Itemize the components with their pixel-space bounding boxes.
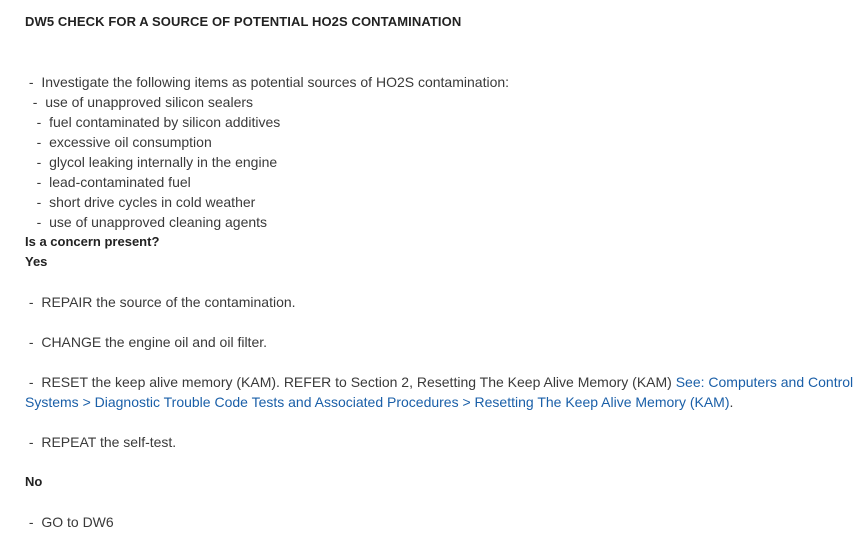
- intro-step: - Investigate the following items as potential sources of HO2S contamination:: [25, 74, 510, 90]
- resetting-kam-link[interactable]: See: Computers and Control Systems > Diagnostic Trouble Code Tests and Associated Procedures > Resetting The Keep Alive Memory (KAM): [25, 374, 854, 410]
- no-heading: No: [25, 474, 43, 489]
- contamination-item: - use of unapproved silicon sealers: [25, 94, 254, 110]
- reset-kam-period: .: [729, 394, 734, 410]
- spacer: [25, 32, 855, 52]
- contamination-item: - glycol leaking internally in the engine: [25, 154, 278, 170]
- contamination-item: - excessive oil consumption: [25, 134, 212, 150]
- question-heading: Is a concern present?: [25, 234, 160, 249]
- spacer: [25, 272, 855, 292]
- repeat-selftest-step: - REPEAT the self-test.: [25, 434, 177, 450]
- repair-step: - REPAIR the source of the contamination.: [25, 294, 296, 310]
- contamination-item: - use of unapproved cleaning agents: [25, 214, 268, 230]
- procedure-document: [25, 12, 855, 532]
- spacer: [25, 52, 855, 72]
- yes-heading: Yes: [25, 254, 48, 269]
- contamination-item: - lead-contaminated fuel: [25, 174, 191, 190]
- spacer: [25, 492, 855, 512]
- reset-kam-text: - RESET the keep alive memory (KAM). REFER to Section 2, Resetting The Keep Alive Memory (KAM): [25, 374, 676, 390]
- contamination-item: - fuel contaminated by silicon additives: [25, 114, 281, 130]
- spacer: [25, 352, 855, 372]
- contamination-item: - short drive cycles in cold weather: [25, 194, 256, 210]
- spacer: [25, 452, 855, 472]
- reset-kam-step: [25, 372, 855, 412]
- spacer: [25, 312, 855, 332]
- procedure-title: DW5 CHECK FOR A SOURCE OF POTENTIAL HO2S CONTAMINATION: [25, 14, 462, 29]
- goto-dw6-step: - GO to DW6: [25, 514, 114, 530]
- change-oil-step: - CHANGE the engine oil and oil filter.: [25, 334, 268, 350]
- spacer: [25, 412, 855, 432]
